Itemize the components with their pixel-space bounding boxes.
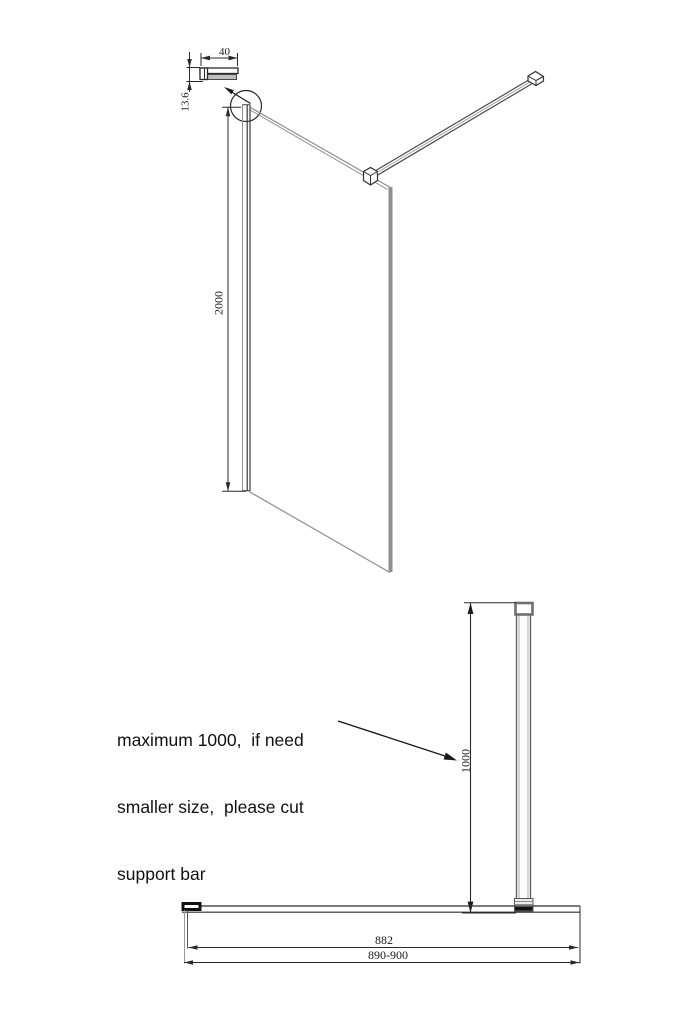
- support-bar-top-cap: [516, 603, 533, 615]
- dim-1000-arrow-bottom-icon: [468, 902, 474, 913]
- support-bar-note: [117, 684, 304, 930]
- dim-profile-depth-label: 13.6: [179, 92, 192, 112]
- dim-890-900-arrow-left-icon: [184, 960, 193, 965]
- dim-890-900-arrow-right-icon: [571, 960, 580, 965]
- main-view: [212, 72, 544, 573]
- support-bar-side-view: [515, 603, 534, 912]
- dim-total-width-label: 890-900: [368, 948, 408, 962]
- support-bar-foot-clamp: [515, 899, 534, 912]
- dim-support-bar-length-label: 1000: [458, 749, 473, 773]
- dim-2000-arrow-top-icon: [226, 107, 231, 116]
- note-arrow-head-icon: [444, 753, 457, 761]
- dim-glass-width-label: 882: [375, 933, 393, 947]
- detail-leader-arrow-icon: [224, 87, 234, 94]
- dim-890-900: [184, 948, 580, 965]
- detail-circle: [231, 91, 262, 122]
- dim-1000: [459, 603, 517, 913]
- profile-left-cap: [200, 68, 208, 80]
- dim-882-arrow-right-icon: [569, 945, 578, 950]
- note-line-3: support bar: [117, 864, 206, 885]
- dim-1000-arrow-top-icon: [468, 603, 474, 614]
- support-bar: [375, 72, 544, 176]
- dim-13-6-arrow-top-icon: [187, 59, 192, 68]
- note-line-1: maximum 1000, if need: [117, 729, 304, 750]
- dim-glass-height-label: 2000: [211, 291, 226, 315]
- dim-40-arrow-left-icon: [201, 56, 210, 61]
- dim-2000-arrow-bottom-icon: [226, 482, 231, 491]
- wall-profile: [243, 105, 251, 492]
- dim-882-arrow-left-icon: [189, 945, 198, 950]
- dim-2000: [212, 107, 247, 491]
- note-line-2: smaller size, please cut: [117, 797, 304, 818]
- dim-profile-width-label: 40: [219, 46, 230, 58]
- dim-13-6-arrow-bottom-icon: [187, 82, 192, 91]
- note-arrow-line: [338, 721, 448, 757]
- note-arrow: [338, 721, 457, 761]
- glass-bottom-edge: [249, 492, 390, 573]
- detail-profile-section: [180, 46, 262, 122]
